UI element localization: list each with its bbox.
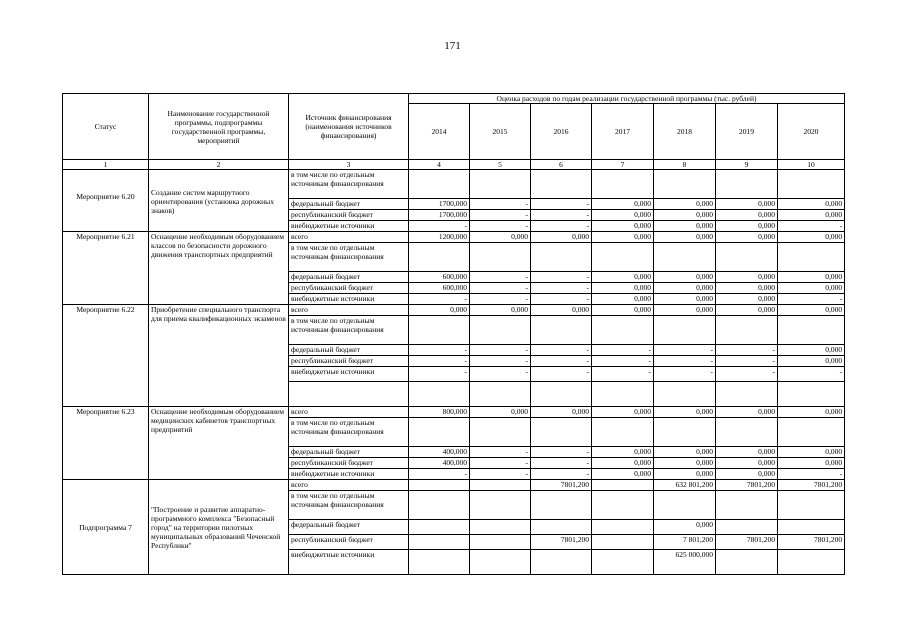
column-number: 9 — [716, 160, 778, 170]
value-cell: - — [778, 294, 845, 305]
column-number: 3 — [289, 160, 409, 170]
value-cell — [409, 491, 470, 520]
value-cell: 0,000 — [716, 469, 778, 480]
value-cell — [531, 550, 592, 575]
value-cell: 625 000,000 — [654, 550, 716, 575]
value-cell: - — [470, 447, 531, 458]
value-cell — [592, 491, 654, 520]
value-cell — [716, 243, 778, 272]
column-number: 8 — [654, 160, 716, 170]
table-row — [63, 480, 845, 491]
value-cell — [470, 316, 531, 345]
value-cell: 0,000 — [592, 305, 654, 316]
value-cell — [470, 550, 531, 575]
value-cell — [470, 520, 531, 535]
column-number: 6 — [531, 160, 592, 170]
value-cell: 0,000 — [716, 272, 778, 283]
value-cell: 0,000 — [716, 232, 778, 243]
value-cell: 0,000 — [778, 356, 845, 367]
value-cell: - — [654, 356, 716, 367]
header-year: 2015 — [470, 104, 531, 160]
value-cell — [470, 418, 531, 447]
value-cell: - — [531, 367, 592, 382]
source-label: республиканский бюджет — [289, 458, 409, 469]
value-cell — [470, 243, 531, 272]
row-name: "Построение и развитие аппаратно-программного комплекса "Безопасный город" на территории пилотных муниципальных образований Чеченской Республики" — [149, 480, 289, 575]
value-cell: 7801,200 — [531, 535, 592, 550]
value-cell: 0,000 — [778, 283, 845, 294]
source-label: всего — [289, 305, 409, 316]
value-cell: 0,000 — [654, 407, 716, 418]
header-name: Наименование государственной программы, подпрограммы государственной программы, мероприятий — [149, 94, 289, 160]
value-cell: 0,000 — [592, 294, 654, 305]
source-label: внебюджетные источники — [289, 221, 409, 232]
value-cell — [778, 418, 845, 447]
value-cell — [470, 382, 531, 407]
table-row — [63, 170, 845, 199]
value-cell — [654, 316, 716, 345]
source-label: всего — [289, 407, 409, 418]
value-cell — [778, 382, 845, 407]
empty-cell — [289, 382, 409, 407]
value-cell — [778, 550, 845, 575]
value-cell: - — [531, 210, 592, 221]
value-cell: - — [531, 199, 592, 210]
value-cell: - — [778, 221, 845, 232]
value-cell — [716, 170, 778, 199]
value-cell — [778, 520, 845, 535]
header-estimate: Оценка расходов по годам реализации государственной программы (тыс. рублей) — [409, 94, 845, 104]
value-cell — [716, 382, 778, 407]
value-cell: - — [409, 345, 470, 356]
source-label: федеральный бюджет — [289, 199, 409, 210]
value-cell: 632 801,200 — [654, 480, 716, 491]
value-cell: 7801,200 — [778, 535, 845, 550]
value-cell: 0,000 — [716, 305, 778, 316]
value-cell: 0,000 — [778, 232, 845, 243]
value-cell: 0,000 — [654, 283, 716, 294]
value-cell — [409, 480, 470, 491]
value-cell — [654, 243, 716, 272]
value-cell: 7801,200 — [716, 480, 778, 491]
value-cell: 0,000 — [716, 283, 778, 294]
value-cell: 0,000 — [654, 221, 716, 232]
value-cell — [716, 418, 778, 447]
source-label: в том числе по отдельным источникам финансирования — [289, 316, 409, 345]
value-cell: 0,000 — [470, 305, 531, 316]
value-cell: 0,000 — [592, 407, 654, 418]
value-cell: 0,000 — [592, 458, 654, 469]
table-row — [63, 305, 845, 316]
value-cell: - — [531, 294, 592, 305]
value-cell: - — [409, 469, 470, 480]
row-name: Оснащение необходимым оборудованием классов по безопасности дорожного движения транспортных предприятий — [149, 232, 289, 305]
value-cell: 0,000 — [778, 447, 845, 458]
value-cell: 7801,200 — [531, 480, 592, 491]
table-row — [63, 407, 845, 418]
value-cell — [409, 382, 470, 407]
value-cell — [716, 550, 778, 575]
header-year: 2014 — [409, 104, 470, 160]
column-number: 10 — [778, 160, 845, 170]
value-cell: - — [470, 210, 531, 221]
value-cell — [409, 418, 470, 447]
value-cell — [592, 243, 654, 272]
row-status: Подпрограмма 7 — [63, 480, 149, 575]
value-cell: 7801,200 — [778, 480, 845, 491]
value-cell: - — [531, 447, 592, 458]
value-cell — [409, 535, 470, 550]
value-cell: - — [592, 367, 654, 382]
source-label: в том числе по отдельным источникам финансирования — [289, 418, 409, 447]
value-cell — [654, 170, 716, 199]
value-cell: 0,000 — [654, 469, 716, 480]
value-cell: 0,000 — [470, 407, 531, 418]
value-cell: - — [531, 221, 592, 232]
column-number: 5 — [470, 160, 531, 170]
header-status: Статус — [63, 94, 149, 160]
budget-table — [62, 93, 845, 575]
value-cell: 1200,000 — [409, 232, 470, 243]
column-number: 4 — [409, 160, 470, 170]
table-row — [63, 232, 845, 243]
value-cell: 0,000 — [592, 447, 654, 458]
value-cell: - — [778, 367, 845, 382]
source-label: республиканский бюджет — [289, 356, 409, 367]
value-cell — [592, 480, 654, 491]
value-cell: - — [409, 294, 470, 305]
value-cell: - — [531, 469, 592, 480]
value-cell: - — [470, 356, 531, 367]
value-cell — [409, 316, 470, 345]
value-cell: 800,000 — [409, 407, 470, 418]
value-cell — [470, 491, 531, 520]
source-label: внебюджетные источники — [289, 469, 409, 480]
row-name: Приобретение специального транспорта для приема квалификационных экзаменов — [149, 305, 289, 407]
value-cell: 0,000 — [531, 407, 592, 418]
value-cell: 0,000 — [654, 305, 716, 316]
value-cell — [531, 243, 592, 272]
header-year: 2017 — [592, 104, 654, 160]
header-year: 2019 — [716, 104, 778, 160]
value-cell: - — [470, 199, 531, 210]
value-cell — [592, 382, 654, 407]
value-cell: 0,000 — [716, 458, 778, 469]
value-cell: - — [654, 345, 716, 356]
value-cell: - — [470, 272, 531, 283]
value-cell — [531, 520, 592, 535]
value-cell: 1700,000 — [409, 210, 470, 221]
value-cell: 0,000 — [778, 458, 845, 469]
header-year: 2018 — [654, 104, 716, 160]
row-name: Создание систем маршрутного ориентирования (установка дорожных знаков) — [149, 170, 289, 232]
value-cell: 0,000 — [716, 294, 778, 305]
value-cell — [531, 418, 592, 447]
header-year: 2020 — [778, 104, 845, 160]
source-label: всего — [289, 232, 409, 243]
value-cell — [409, 550, 470, 575]
value-cell: 0,000 — [778, 210, 845, 221]
source-label: федеральный бюджет — [289, 345, 409, 356]
row-status: Мероприятие 6.22 — [63, 305, 149, 407]
column-number: 7 — [592, 160, 654, 170]
column-number: 2 — [149, 160, 289, 170]
value-cell — [592, 316, 654, 345]
value-cell — [592, 170, 654, 199]
value-cell: 0,000 — [592, 272, 654, 283]
source-label: внебюджетные источники — [289, 294, 409, 305]
source-label: внебюджетные источники — [289, 367, 409, 382]
value-cell — [409, 243, 470, 272]
value-cell: 0,000 — [592, 469, 654, 480]
value-cell: 7801,200 — [716, 535, 778, 550]
value-cell — [592, 535, 654, 550]
value-cell — [716, 520, 778, 535]
value-cell: - — [592, 345, 654, 356]
source-label: федеральный бюджет — [289, 272, 409, 283]
value-cell: 0,000 — [409, 305, 470, 316]
value-cell: 0,000 — [592, 199, 654, 210]
source-label: всего — [289, 480, 409, 491]
value-cell: - — [531, 345, 592, 356]
value-cell: 0,000 — [531, 305, 592, 316]
source-label: республиканский бюджет — [289, 535, 409, 550]
value-cell: - — [409, 221, 470, 232]
value-cell: - — [470, 221, 531, 232]
value-cell — [778, 491, 845, 520]
source-label: в том числе по отдельным источникам финансирования — [289, 170, 409, 199]
header-source: Источник финансирования (наименования источников финансирования) — [289, 94, 409, 160]
row-status: Мероприятие 6.23 — [63, 407, 149, 480]
value-cell: - — [470, 345, 531, 356]
value-cell: 1700,000 — [409, 199, 470, 210]
value-cell: - — [409, 367, 470, 382]
value-cell — [470, 535, 531, 550]
value-cell: 0,000 — [654, 210, 716, 221]
value-cell — [592, 550, 654, 575]
value-cell: - — [470, 367, 531, 382]
value-cell: - — [716, 356, 778, 367]
value-cell: - — [716, 367, 778, 382]
value-cell: 0,000 — [716, 210, 778, 221]
value-cell: 0,000 — [654, 199, 716, 210]
value-cell: - — [654, 367, 716, 382]
row-name: Оснащение необходимым оборудованием медицинских кабинетов транспортных предприятий — [149, 407, 289, 480]
value-cell: - — [716, 345, 778, 356]
value-cell: 0,000 — [654, 447, 716, 458]
value-cell — [470, 170, 531, 199]
value-cell: 0,000 — [778, 199, 845, 210]
value-cell: 0,000 — [592, 232, 654, 243]
value-cell — [654, 382, 716, 407]
value-cell: 0,000 — [778, 345, 845, 356]
value-cell: 0,000 — [592, 283, 654, 294]
value-cell: - — [531, 356, 592, 367]
value-cell: 0,000 — [592, 221, 654, 232]
value-cell: 0,000 — [654, 232, 716, 243]
header-year: 2016 — [531, 104, 592, 160]
value-cell: 0,000 — [654, 272, 716, 283]
value-cell: - — [531, 458, 592, 469]
value-cell — [409, 520, 470, 535]
value-cell — [470, 480, 531, 491]
value-cell: 0,000 — [654, 458, 716, 469]
source-label: федеральный бюджет — [289, 447, 409, 458]
value-cell — [531, 382, 592, 407]
value-cell — [654, 418, 716, 447]
source-label: республиканский бюджет — [289, 210, 409, 221]
value-cell — [716, 491, 778, 520]
value-cell — [778, 243, 845, 272]
value-cell: 600,000 — [409, 283, 470, 294]
value-cell: - — [531, 283, 592, 294]
value-cell: - — [592, 356, 654, 367]
value-cell: 0,000 — [531, 232, 592, 243]
value-cell: 0,000 — [470, 232, 531, 243]
value-cell: - — [470, 294, 531, 305]
value-cell — [778, 170, 845, 199]
value-cell: - — [409, 356, 470, 367]
value-cell: 0,000 — [654, 294, 716, 305]
value-cell: - — [470, 283, 531, 294]
value-cell: 0,000 — [778, 272, 845, 283]
value-cell — [409, 170, 470, 199]
value-cell: 0,000 — [654, 520, 716, 535]
value-cell — [654, 491, 716, 520]
column-number: 1 — [63, 160, 149, 170]
page-number: 171 — [444, 40, 461, 52]
value-cell — [531, 316, 592, 345]
source-label: внебюджетные источники — [289, 550, 409, 575]
value-cell: - — [470, 458, 531, 469]
source-label: в том числе по отдельным источникам финансирования — [289, 491, 409, 520]
value-cell — [778, 316, 845, 345]
value-cell — [592, 520, 654, 535]
source-label: федеральный бюджет — [289, 520, 409, 535]
value-cell: - — [470, 469, 531, 480]
value-cell: - — [531, 272, 592, 283]
source-label: республиканский бюджет — [289, 283, 409, 294]
value-cell: 400,000 — [409, 447, 470, 458]
value-cell — [716, 316, 778, 345]
source-label: в том числе по отдельным источникам финансирования — [289, 243, 409, 272]
value-cell: 0,000 — [716, 199, 778, 210]
value-cell: - — [778, 469, 845, 480]
value-cell: 0,000 — [592, 210, 654, 221]
value-cell: 0,000 — [716, 221, 778, 232]
value-cell: 600,000 — [409, 272, 470, 283]
value-cell — [531, 170, 592, 199]
row-status: Мероприятие 6.20 — [63, 170, 149, 232]
value-cell: 400,000 — [409, 458, 470, 469]
value-cell: 7 801,200 — [654, 535, 716, 550]
value-cell — [592, 418, 654, 447]
value-cell: 0,000 — [716, 407, 778, 418]
value-cell: 0,000 — [716, 447, 778, 458]
value-cell: 0,000 — [778, 305, 845, 316]
value-cell: 0,000 — [778, 407, 845, 418]
row-status: Мероприятие 6.21 — [63, 232, 149, 305]
value-cell — [531, 491, 592, 520]
